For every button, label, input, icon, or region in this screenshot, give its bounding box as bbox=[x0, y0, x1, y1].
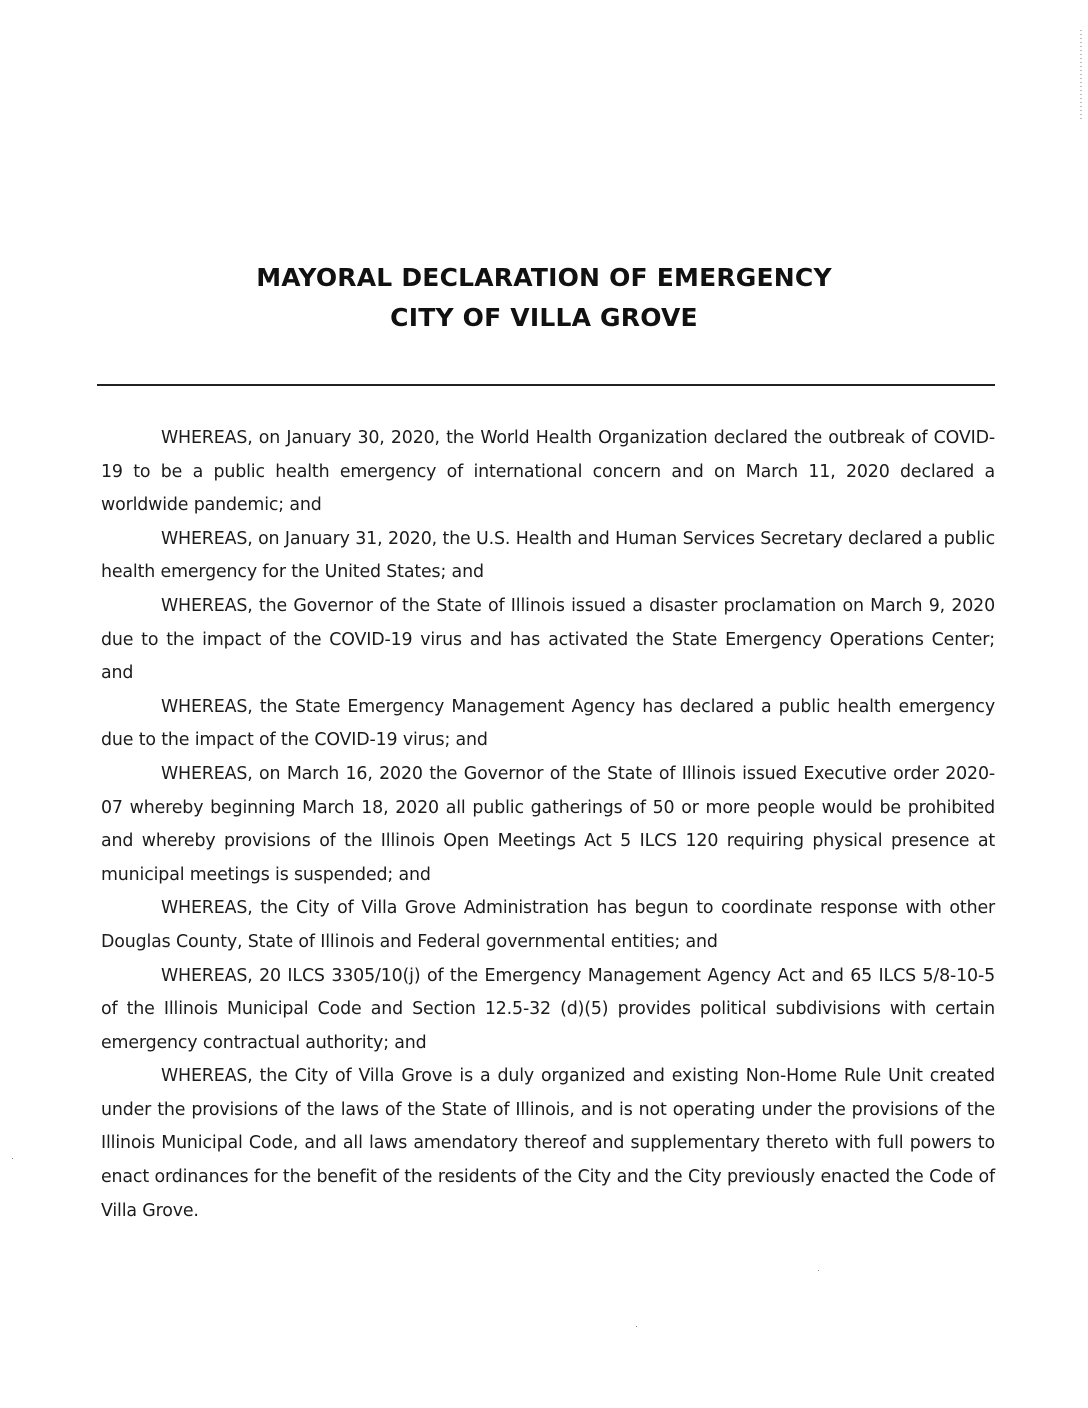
document-title bbox=[0, 258, 1088, 338]
whereas-paragraph: WHEREAS, on January 30, 2020, the World Health Organization declared the outbreak of COVID-19 to be a public health emergency of international concern and on March 11, 2020 declared a worldwide pandemic; and bbox=[101, 428, 995, 516]
whereas-paragraph: WHEREAS, the State Emergency Management Agency has declared a public health emergency due to the impact of the COVID-19 virus; and bbox=[101, 696, 995, 751]
whereas-paragraph: WHEREAS, 20 ILCS 3305/10(j) of the Emergency Management Agency Act and 65 ILCS 5/8-10-5 of the Illinois Municipal Code and Section 12.5-32 (d)(5) provides political subdivisions with certain emergency contractual authority; and bbox=[101, 965, 995, 1053]
whereas-paragraph: WHEREAS, on March 16, 2020 the Governor of the State of Illinois issued Executive order 2020-07 whereby beginning March 18, 2020 all public gatherings of 50 or more people would be prohibited and whereby provisions of the Illinois Open Meetings Act 5 ILCS 120 requiring physical presence at municipal meetings is suspended; and bbox=[101, 763, 995, 885]
scan-speck bbox=[636, 1326, 637, 1327]
whereas-paragraph: WHEREAS, the City of Villa Grove Administration has begun to coordinate response with other Douglas County, State of Illinois and Federal governmental entities; and bbox=[101, 898, 995, 952]
scan-edge-marks bbox=[1080, 30, 1082, 120]
title-divider bbox=[97, 384, 995, 386]
declaration-body bbox=[101, 422, 995, 1228]
whereas-paragraph: WHEREAS, the Governor of the State of Illinois issued a disaster proclamation on March 9, 2020 due to the impact of the COVID-19 virus and has activated the State Emergency Operations Center; and bbox=[101, 595, 995, 684]
whereas-paragraph: WHEREAS, the City of Villa Grove is a duly organized and existing Non-Home Rule Unit created under the provisions of the laws of the State of Illinois, and is not operating under the provisions of the Illinois Municipal Code, and all laws amendatory thereof and supplementary thereto with full powers to enact ordinances for the benefit of the residents of the City and the City previously enacted the Code of Villa Grove. bbox=[101, 1066, 995, 1221]
scan-speck bbox=[12, 1158, 13, 1159]
scan-speck bbox=[818, 1270, 819, 1271]
title-line-1: MAYORAL DECLARATION OF EMERGENCY bbox=[256, 263, 832, 292]
title-line-2: CITY OF VILLA GROVE bbox=[390, 303, 698, 332]
whereas-paragraph: WHEREAS, on January 31, 2020, the U.S. Health and Human Services Secretary declared a public health emergency for the United States; and bbox=[101, 528, 995, 583]
